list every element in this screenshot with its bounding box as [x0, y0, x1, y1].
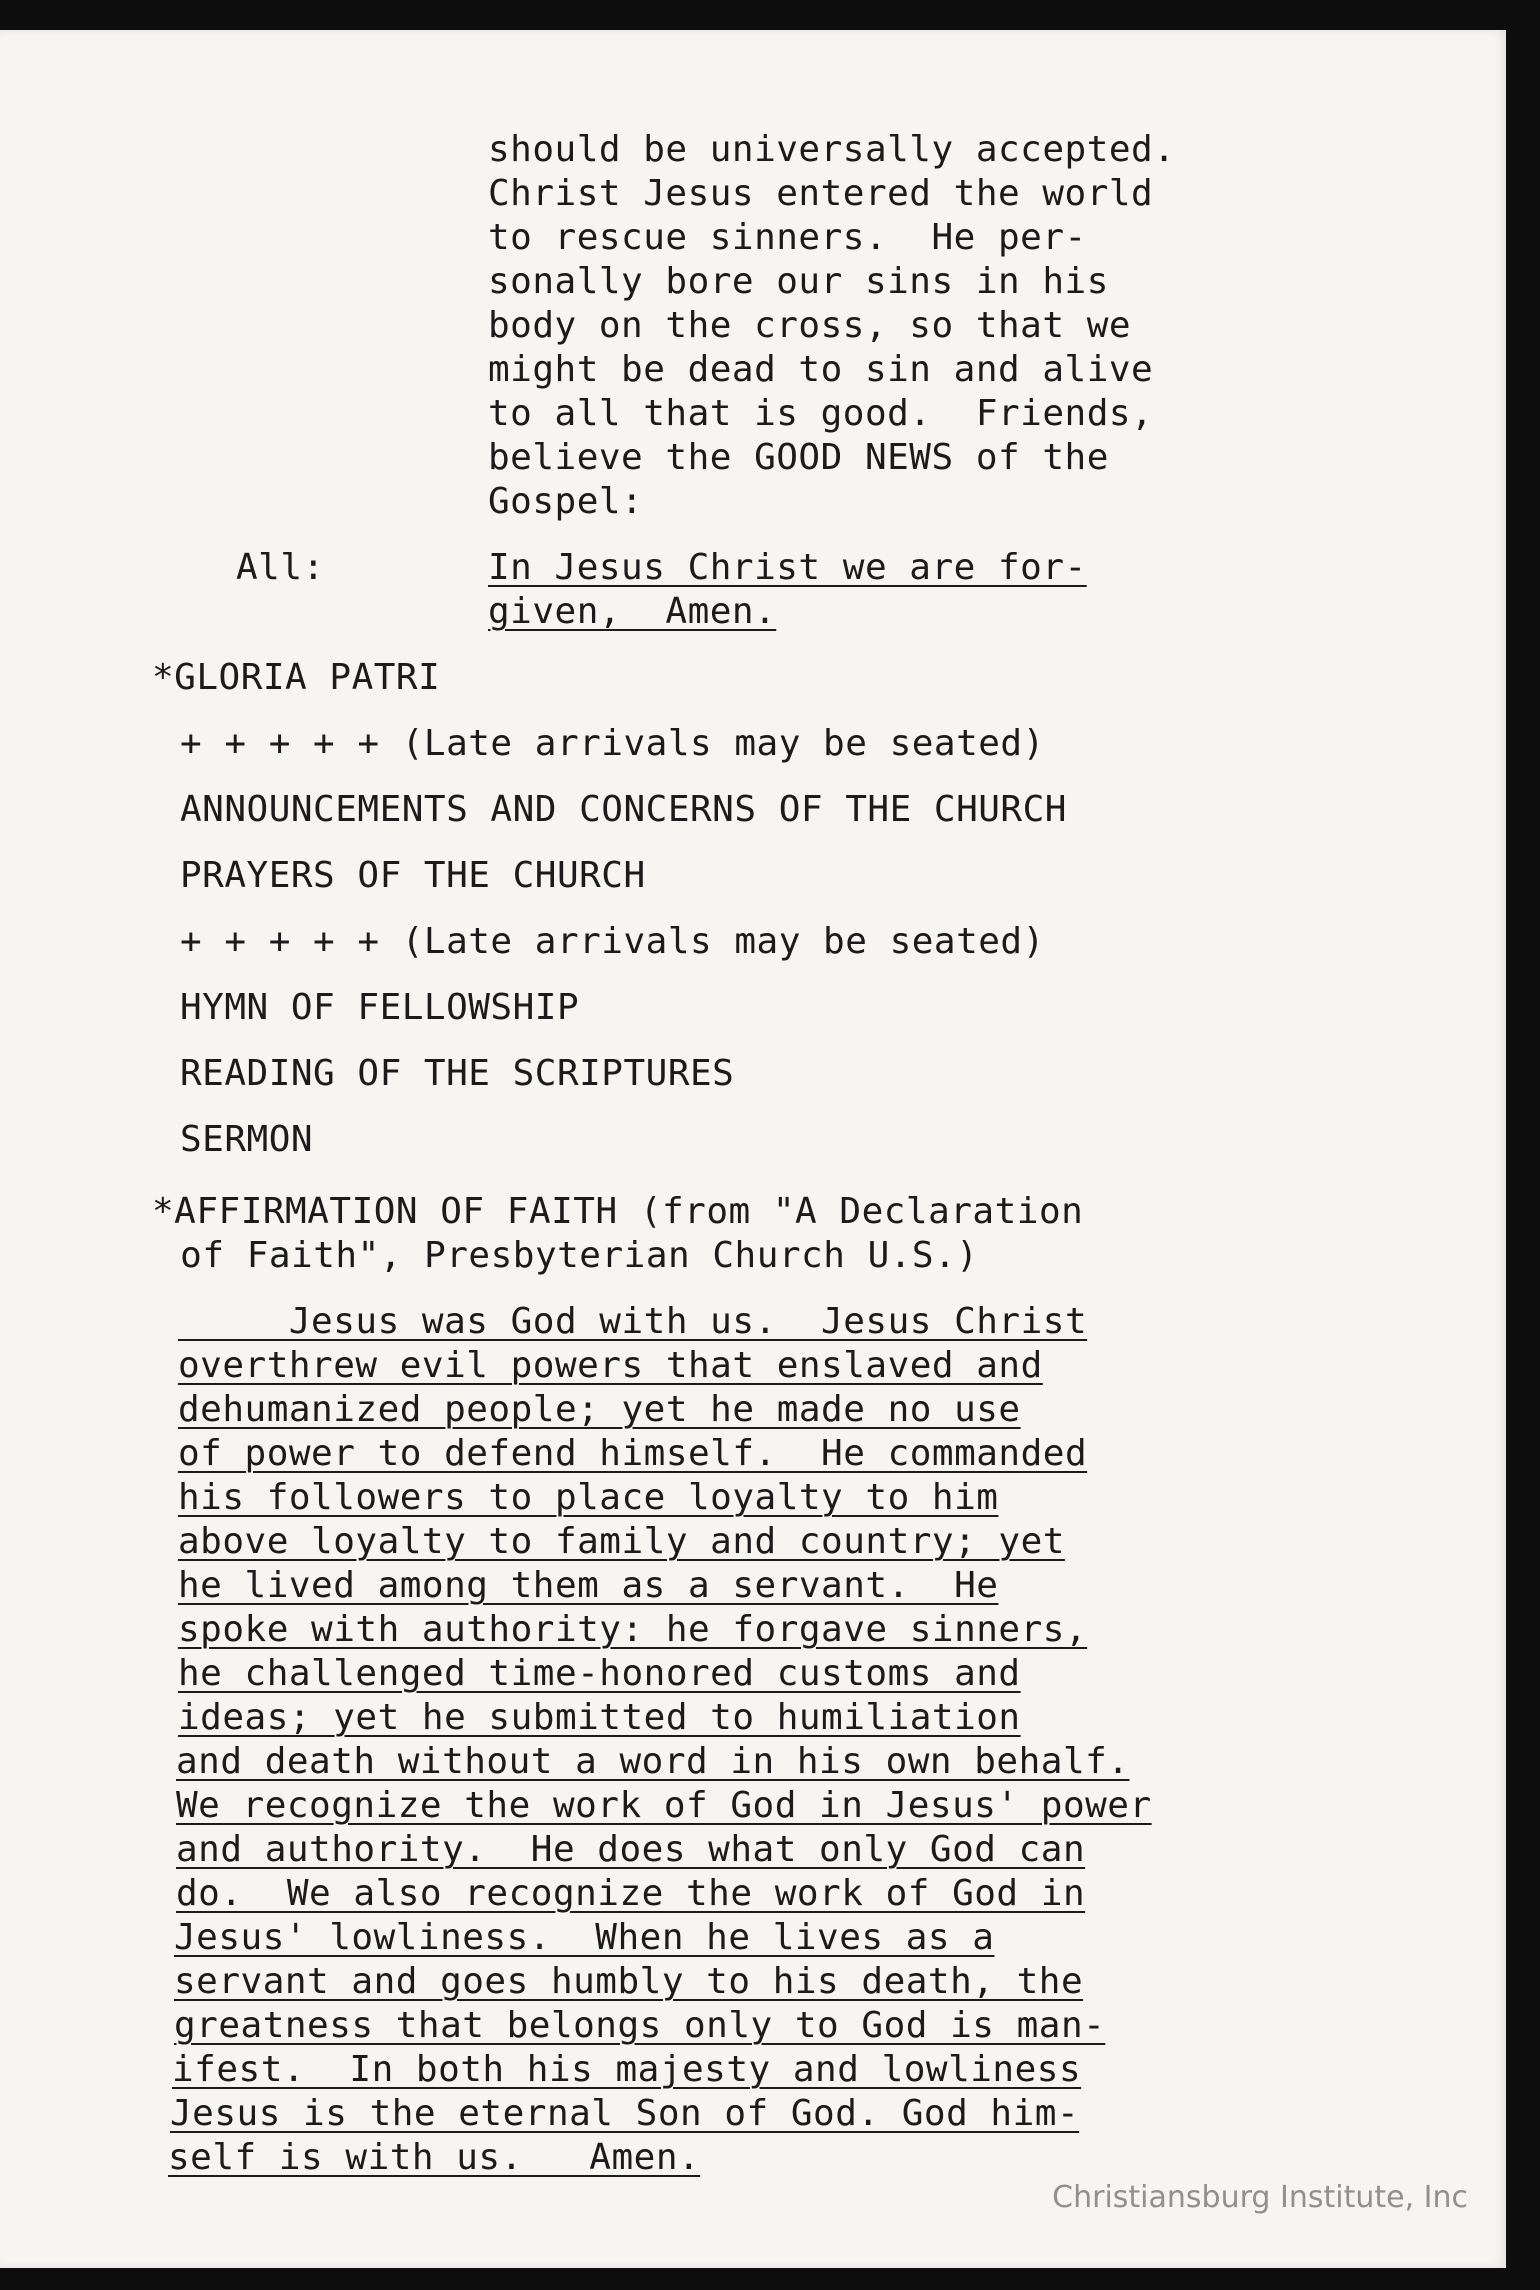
intro-line: Gospel: — [488, 481, 644, 522]
order-item-announcements: ANNOUNCEMENTS AND CONCERNS OF THE CHURCH — [180, 789, 1067, 830]
affirmation-line: he challenged time-honored customs and — [178, 1653, 1021, 1694]
response-speaker: All: — [236, 547, 325, 588]
watermark-text: Christiansburg Institute, Inc — [1052, 2180, 1468, 2215]
affirmation-line: of power to defend himself. He commanded — [178, 1433, 1088, 1474]
order-item-prayers: PRAYERS OF THE CHURCH — [180, 855, 646, 896]
affirmation-line: We recognize the work of God in Jesus' power — [176, 1785, 1152, 1826]
affirmation-line: and authority. He does what only God can — [176, 1829, 1086, 1870]
intro-line: Christ Jesus entered the world — [488, 173, 1154, 214]
affirmation-line: greatness that belongs only to God is man- — [174, 2005, 1106, 2046]
affirmation-line: dehumanized people; yet he made no use — [178, 1389, 1021, 1430]
affirmation-line: Jesus' lowliness. When he lives as a — [174, 1917, 995, 1958]
affirmation-line: servant and goes humbly to his death, the — [174, 1961, 1084, 2002]
affirmation-line: ifest. In both his majesty and lowliness — [172, 2049, 1082, 2090]
affirmation-line: ideas; yet he submitted to humiliation — [178, 1697, 1021, 1738]
page-edge-shadow — [1506, 0, 1540, 2290]
response-line: In Jesus Christ we are for- — [488, 547, 1087, 588]
order-item-gloria-patri: *GLORIA PATRI — [152, 657, 441, 698]
affirmation-line: his followers to place loyalty to him — [178, 1477, 999, 1518]
intro-line: to all that is good. Friends, — [488, 393, 1154, 434]
affirmation-line: overthrew evil powers that enslaved and — [178, 1345, 1043, 1386]
order-item-scripture: READING OF THE SCRIPTURES — [180, 1053, 735, 1094]
order-item-sermon: SERMON — [180, 1119, 314, 1160]
affirmation-heading: of Faith", Presbyterian Church U.S.) — [158, 1235, 979, 1276]
intro-line: believe the GOOD NEWS of the — [488, 437, 1109, 478]
intro-line: should be universally accepted. — [488, 129, 1176, 170]
intro-line: sonally bore our sins in his — [488, 261, 1109, 302]
affirmation-heading: *AFFIRMATION OF FAITH (from "A Declaration — [152, 1191, 1084, 1232]
affirmation-line: and death without a word in his own behalf. — [176, 1741, 1130, 1782]
affirmation-line: spoke with authority: he forgave sinners, — [178, 1609, 1088, 1650]
intro-line: to rescue sinners. He per- — [488, 217, 1087, 258]
affirmation-line: do. We also recognize the work of God in — [176, 1873, 1086, 1914]
order-item-hymn: HYMN OF FELLOWSHIP — [180, 987, 580, 1028]
intro-line: might be dead to sin and alive — [488, 349, 1154, 390]
order-item-late-arrivals: + + + + + (Late arrivals may be seated) — [180, 723, 1045, 764]
affirmation-line: Jesus is the eternal Son of God. God him- — [170, 2093, 1080, 2134]
affirmation-line: above loyalty to family and country; yet — [178, 1521, 1065, 1562]
intro-line: body on the cross, so that we — [488, 305, 1132, 346]
affirmation-line: self is with us. Amen. — [168, 2137, 701, 2178]
affirmation-line: he lived among them as a servant. He — [178, 1565, 999, 1606]
order-item-late-arrivals: + + + + + (Late arrivals may be seated) — [180, 921, 1045, 962]
response-line: given, Amen. — [488, 591, 777, 632]
affirmation-line: Jesus was God with us. Jesus Christ — [178, 1301, 1088, 1342]
